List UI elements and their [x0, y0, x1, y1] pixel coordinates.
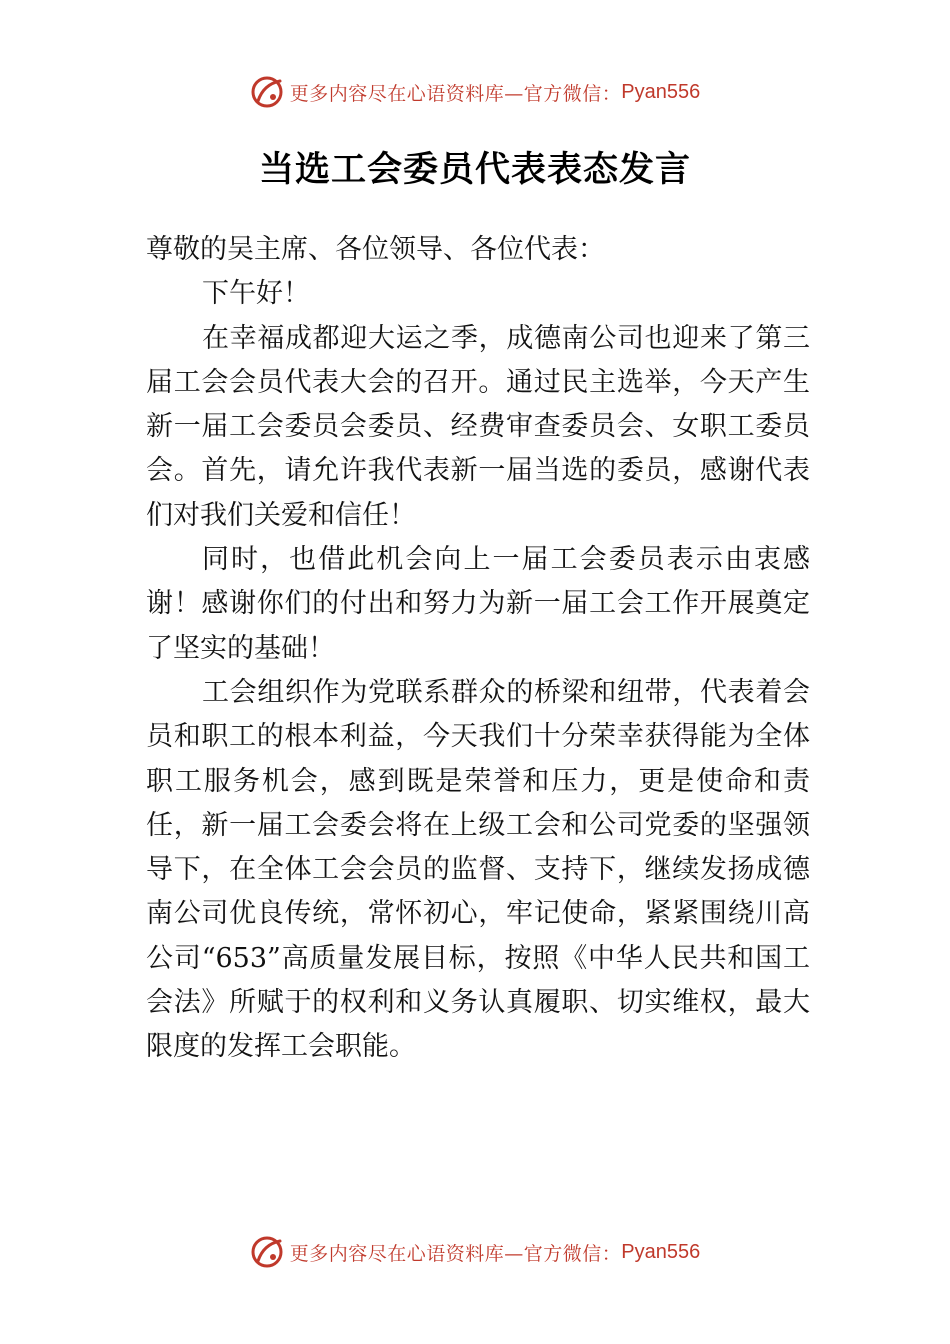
footer-watermark: [0, 1232, 950, 1272]
document-body: [146, 228, 810, 1070]
header-watermark: [0, 72, 950, 112]
watermark-text: 更多内容尽在心语资料库—官方微信：: [289, 1242, 622, 1265]
watermark-wechat-id: Pyan556: [621, 1240, 701, 1263]
paragraph: 在幸福成都迎大运之季，成德南公司也迎来了第三届工会会员代表大会的召开。通过民主选举，今天产生新一届工会委员会委员、经费审查委员会、女职工委员会。首先，请允许我代表新一届当选的委员，感谢代表们对我们关爱和信任！: [146, 322, 810, 531]
logo-icon: [250, 75, 284, 109]
paragraph: 工会组织作为党联系群众的桥梁和纽带，代表着会员和职工的根本利益，今天我们十分荣幸获得能为全体职工服务机会，感到既是荣誉和压力，更是使命和责任，新一届工会委会将在上级工会和公司党委的坚强领导下，在全体工会会员的监督、支持下，继续发扬成德南公司优良传统，常怀初心，牢记使命，紧紧围绕川高公司“653”高质量发展目标，按照《中华人民共和国工会法》所赋于的权利和义务认真履职、切实维权，最大限度的发挥工会职能。: [146, 676, 810, 1063]
watermark-wechat-id: Pyan556: [621, 80, 701, 103]
logo-icon: [250, 1235, 284, 1269]
salutation: 尊敬的吴主席、各位领导、各位代表：: [146, 234, 605, 265]
watermark-text: 更多内容尽在心语资料库—官方微信：: [289, 82, 622, 105]
paragraph: 同时，也借此机会向上一届工会委员表示由衷感谢！感谢你们的付出和努力为新一届工会工作开展奠定了坚实的基础！: [146, 544, 810, 664]
document-title: 当选工会委员代表表态发言: [258, 150, 691, 190]
paragraph-greeting: 下午好！: [202, 278, 310, 310]
